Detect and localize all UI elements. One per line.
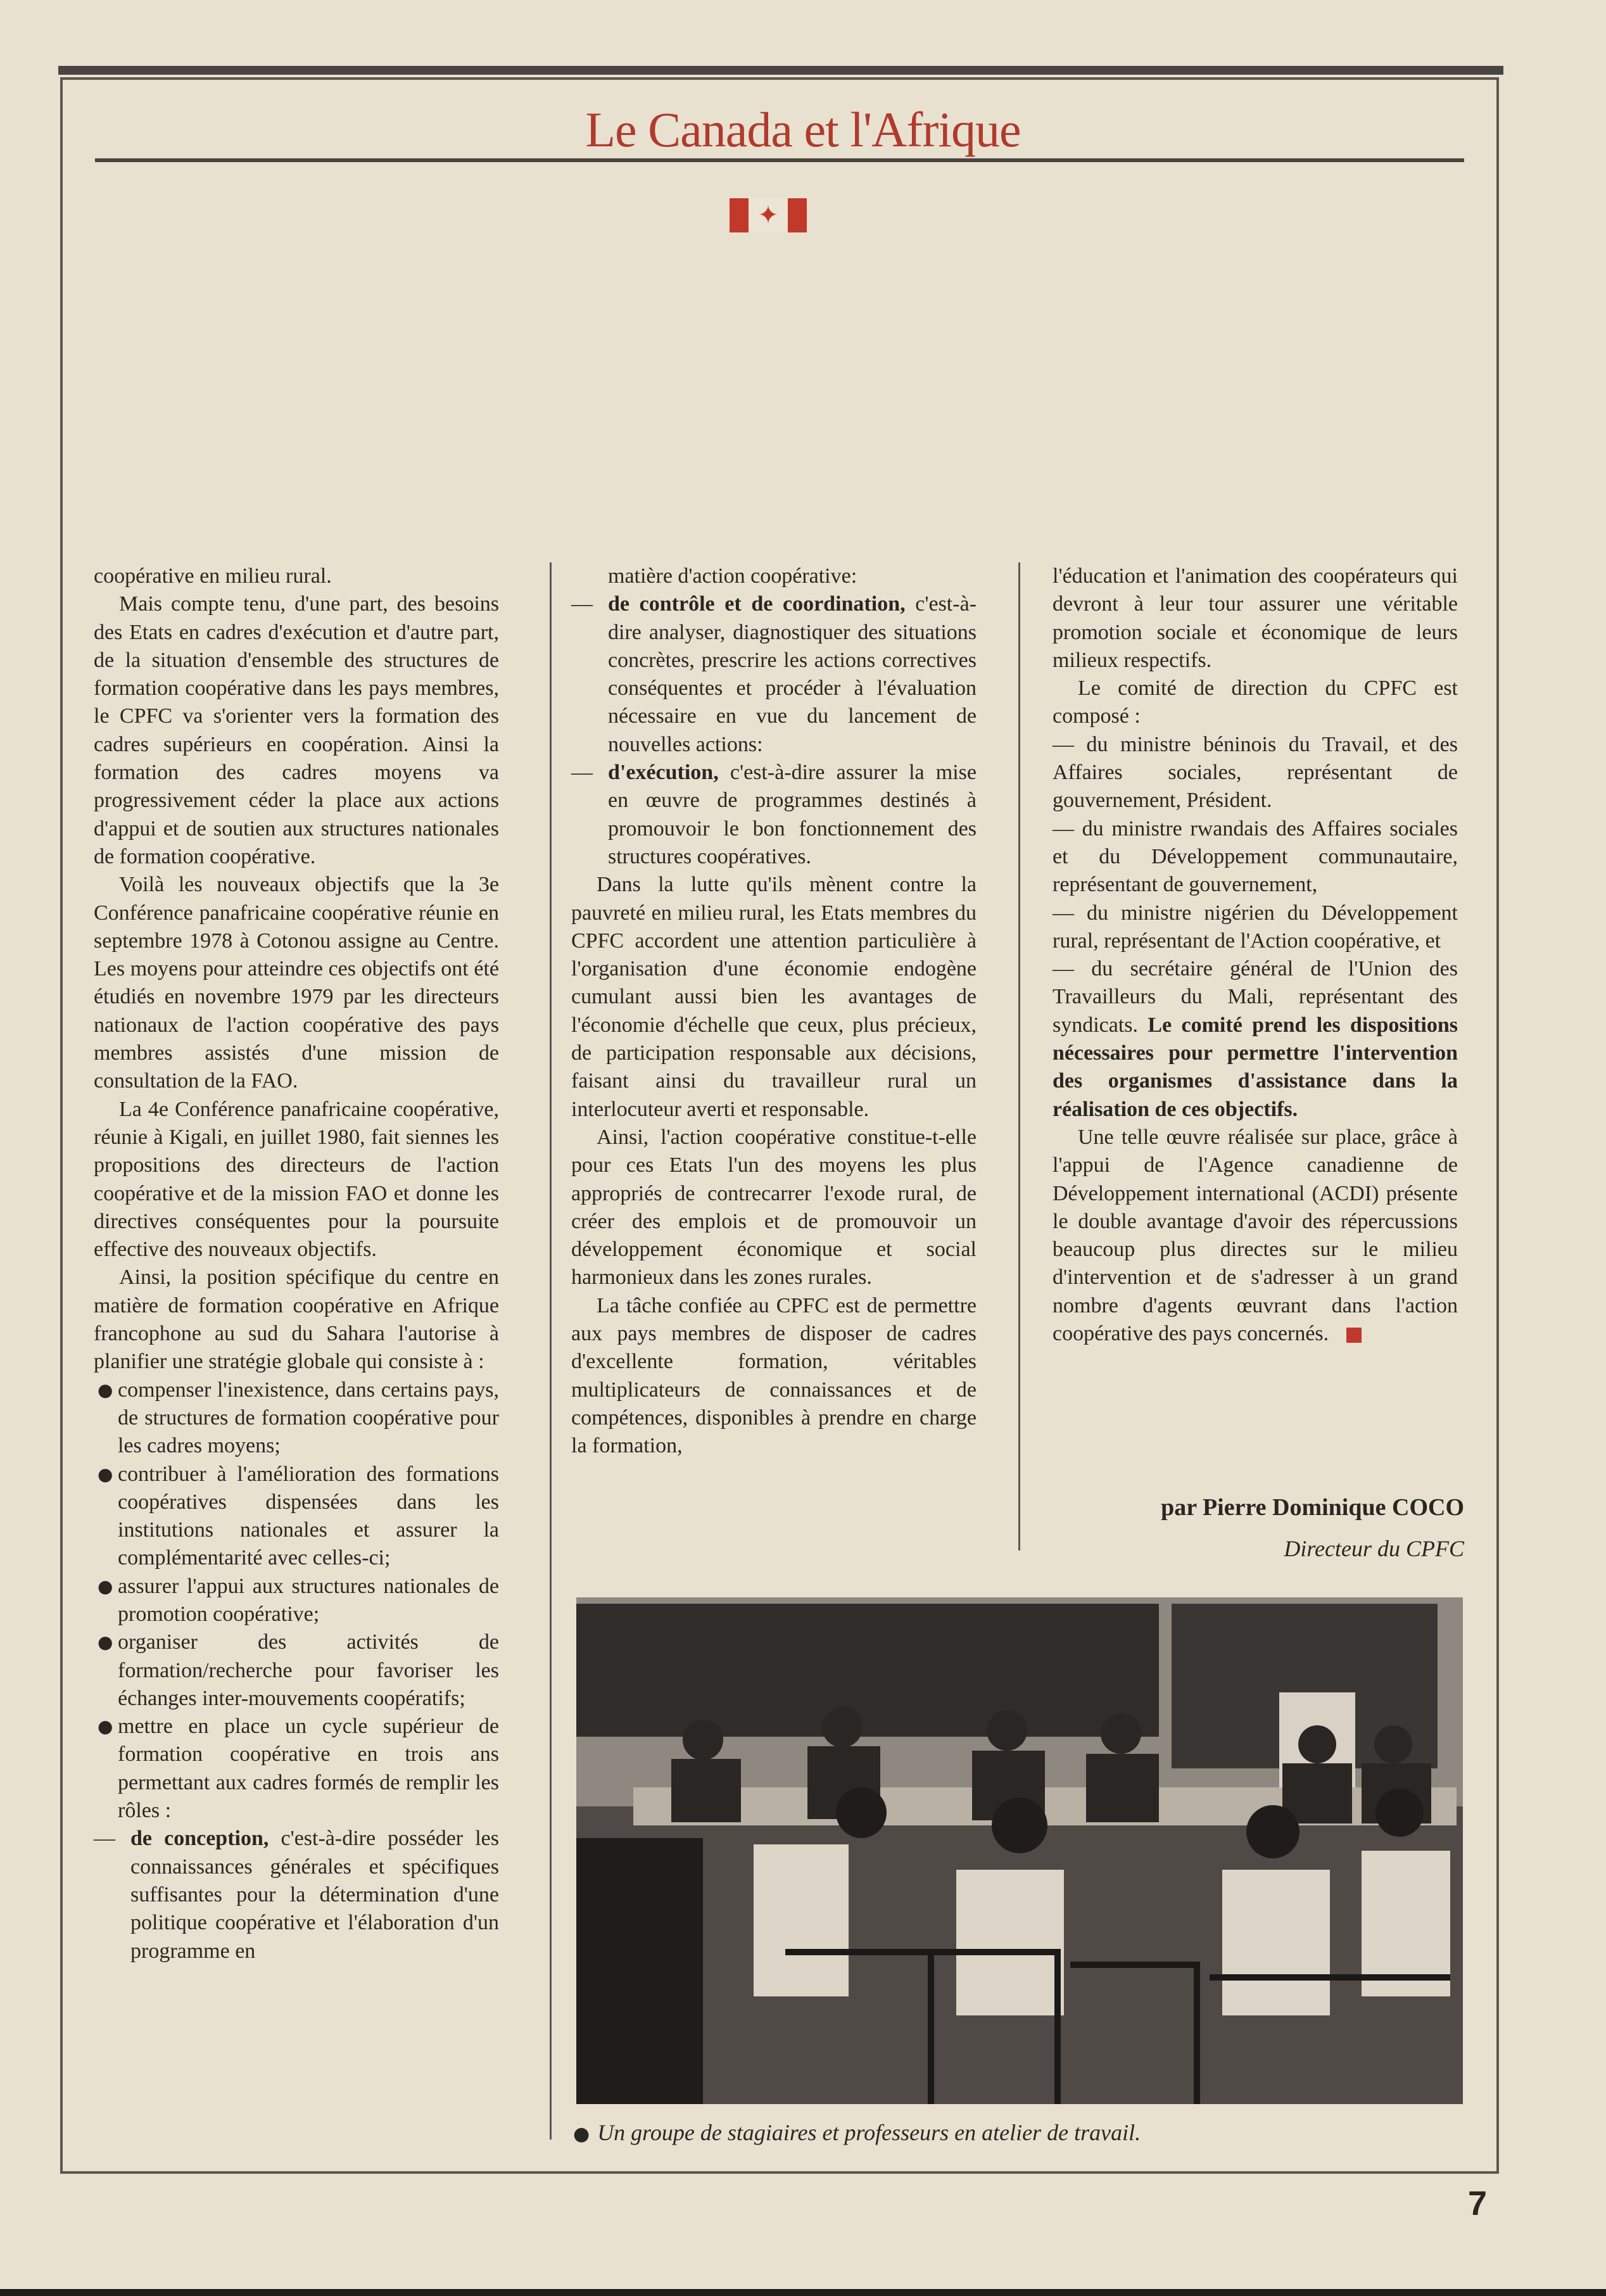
flag-band-right [788, 198, 807, 232]
column-divider-1 [550, 562, 552, 2140]
section-header-title: Le Canada et l'Afrique [585, 102, 1021, 157]
author-byline: par Pierre Dominique COCO [1161, 1494, 1464, 1521]
caption-bullet-icon: ● [573, 2123, 590, 2145]
workshop-photo [576, 1597, 1463, 2104]
photo-caption-text: Un groupe de stagiaires et professeurs en atelier de travail. [597, 2120, 1141, 2145]
bottom-border-bar [0, 2289, 1606, 2296]
article-paragraph [571, 871, 977, 1124]
article-paragraph [1053, 675, 1458, 731]
paragraph-text: — du ministre rwandais des Affaires sociales et du Développement communautaire, représentant de gouvernement, [1053, 816, 1458, 897]
paragraph-text: La tâche confiée au CPFC est de permettre aux pays membres de disposer de cadres d'excellente formation, véritables multiplicateurs de connaissances et de compétences, disponibles à prendre en charge la formation, [571, 1293, 977, 1458]
paragraph-text: Ainsi, la position spécifique du centre en matière de formation coopérative en Afrique francophone au sud du Sahara l'autorise à planifier une stratégie globale qui consiste à : [94, 1265, 499, 1374]
dash-mark: — [571, 592, 593, 616]
article-paragraph [94, 590, 499, 871]
bullet-dot-icon: ● [98, 1463, 113, 1485]
bullet-dot-icon: ● [98, 1575, 113, 1597]
dash-list-item [571, 562, 977, 590]
dash-list-item [571, 590, 977, 759]
bullet-dot-icon: ● [98, 1379, 113, 1400]
paragraph-text: — du ministre nigérien du Développement rural, représentant de l'Action coopérative, et [1053, 901, 1458, 953]
article-paragraph [1053, 899, 1458, 956]
article-paragraph [94, 871, 499, 1095]
dash-item-text: matière d'action coopérative: [608, 564, 857, 588]
bullet-text: compenser l'inexistence, dans certains pays, de structures de formation coopérative pour les cadres moyens; [118, 1378, 499, 1458]
dash-mark: — [94, 1827, 115, 1851]
article-paragraph [94, 1264, 499, 1376]
paragraph-text: Une telle œuvre réalisée sur place, grâce à l'appui de l'Agence canadienne de Développement international (ACDI) présente le double avantage d'avoir des répercussions beaucoup plus directes sur le milieu d'intervention et de s'adresser à un grand nombre d'agents œuvrant dans l'action coopérative des pays concernés. [1053, 1125, 1458, 1346]
article-column-1 [94, 562, 499, 1965]
article-end-mark-icon [1346, 1328, 1362, 1343]
list-bullet-item [94, 1573, 499, 1629]
article-paragraph [94, 562, 499, 590]
workshop-photo-illustration [576, 1597, 1463, 2104]
dash-item-text: c'est-à-dire analyser, diagnostiquer des situations concrètes, prescrire les actions correctives conséquentes et procéder à l'évaluation nécessaire en vue du lancement de nouvelles actions: [608, 592, 977, 756]
bullet-text: organiser des activités de formation/recherche pour favoriser les échanges inter-mouvements coopératifs; [118, 1630, 499, 1710]
paragraph-text: Le comité de direction du CPFC est composé : [1053, 676, 1458, 728]
bullet-text: contribuer à l'amélioration des formations coopératives dispensées dans les institutions nationales et assurer la complémentarité avec celles-ci; [118, 1462, 499, 1570]
bullet-dot-icon: ● [98, 1632, 113, 1653]
dash-item-term: de conception, [130, 1827, 269, 1851]
article-paragraph [1053, 955, 1458, 1124]
bullet-text: assurer l'appui aux structures nationales de promotion coopérative; [118, 1574, 499, 1626]
dash-list-item [571, 759, 977, 871]
dash-item-text: c'est-à-dire posséder les connaissances générales et spécifiques suffisantes pour la détermination d'une politique coopérative et l'élaboration d'un programme en [130, 1827, 499, 1963]
paragraph-text: — du secrétaire général de l'Union des Travailleurs du Mali, représentant des syndicats. [1053, 957, 1458, 1037]
article-column-2 [571, 562, 977, 1461]
paragraph-text: La 4e Conférence panafricaine coopérative, réunie à Kigali, en juillet 1980, fait siennes les propositions des directeurs de l'action coopérative et de la mission FAO et donne les directives conséquentes pour la poursuite effective des nouveaux objectifs. [94, 1097, 499, 1262]
dash-item-term: d'exécution, [608, 761, 719, 785]
paragraph-text: — du ministre béninois du Travail, et des Affaires sociales, représentant de gouvernement, Président. [1053, 732, 1458, 813]
list-bullet-item [94, 1628, 499, 1713]
list-bullet-item [94, 1461, 499, 1573]
bullet-dot-icon: ● [98, 1716, 113, 1737]
maple-leaf-icon: ✦ [749, 198, 788, 232]
paragraph-text: l'éducation et l'animation des coopérateurs qui devront à leur tour assurer une véritable promotion sociale et économique de leurs milieux respectifs. [1053, 564, 1458, 672]
paragraph-text: Voilà les nouveaux objectifs que la 3e Conférence panafricaine coopérative réunie en septembre 1978 à Cotonou assigne au Centre. Les moyens pour atteindre ces objectifs ont été étudiés en novembre 1979 par les directeurs nationaux de l'action coopérative des pays membres assistés d'une mission de consultation de la FAO. [94, 873, 499, 1093]
article-paragraph [1053, 562, 1458, 675]
list-bullet-item [94, 1376, 499, 1461]
photo-caption [573, 2117, 1460, 2150]
dash-mark: — [571, 761, 593, 785]
canada-flag-icon [730, 198, 807, 232]
article-paragraph [571, 1124, 977, 1292]
author-role: Directeur du CPFC [1284, 1536, 1464, 1561]
paragraph-text: Mais compte tenu, d'une part, des besoins des Etats en cadres d'exécution et d'autre part, de la situation d'ensemble des structures de formation coopérative dans les pays membres, le CPFC va s'orienter vers la formation des cadres supérieurs en coopération. Ainsi la formation des cadres moyens va progressivement céder la place aux actions d'appui et de soutien aux structures nationales de formation coopérative. [94, 592, 499, 868]
flag-band-left [730, 198, 749, 232]
paragraph-text: coopérative en milieu rural. [94, 564, 332, 588]
bullet-text: mettre en place un cycle supérieur de formation coopérative en trois ans permettant aux cadres formés de remplir les rôles : [118, 1715, 499, 1823]
article-paragraph [1053, 815, 1458, 899]
dash-list-item [94, 1825, 499, 1965]
article-column-3 [1053, 562, 1458, 1348]
dash-item-text: c'est-à-dire assurer la mise en œuvre de programmes destinés à promouvoir le bon fonctionnement des structures coopératives. [608, 761, 977, 868]
paragraph-bold-text: Le comité prend les dispositions nécessaires pour permettre l'intervention des organismes d'assistance dans la réalisation de ces objectifs. [1053, 1013, 1458, 1121]
column-divider-2 [1018, 562, 1020, 1551]
top-border-bar [58, 66, 1503, 75]
article-paragraph [94, 1096, 499, 1264]
paragraph-text: Dans la lutte qu'ils mènent contre la pauvreté en milieu rural, les Etats membres du CPFC accordent une attention particulière à l'organisation d'une économie endogène cumulant aussi bien les avantages de l'économie d'échelle que ceux, plus précieux, de participation responsable aux décisions, faisant ainsi du travailleur rural un interlocuteur averti et responsable. [571, 873, 977, 1121]
list-bullet-item [94, 1713, 499, 1825]
article-paragraph [1053, 731, 1458, 815]
header-rule [95, 158, 1464, 162]
paragraph-text: Ainsi, l'action coopérative constitue-t-elle pour ces Etats l'un des moyens les plus appropriés de contrecarrer l'exode rural, de créer des emplois et de promouvoir un développement économique et social harmonieux dans les zones rurales. [571, 1125, 977, 1290]
page-number: 7 [1468, 2185, 1488, 2223]
article-paragraph [1053, 1124, 1458, 1348]
article-paragraph [571, 1292, 977, 1461]
dash-item-term: de contrôle et de coordination, [608, 592, 906, 616]
